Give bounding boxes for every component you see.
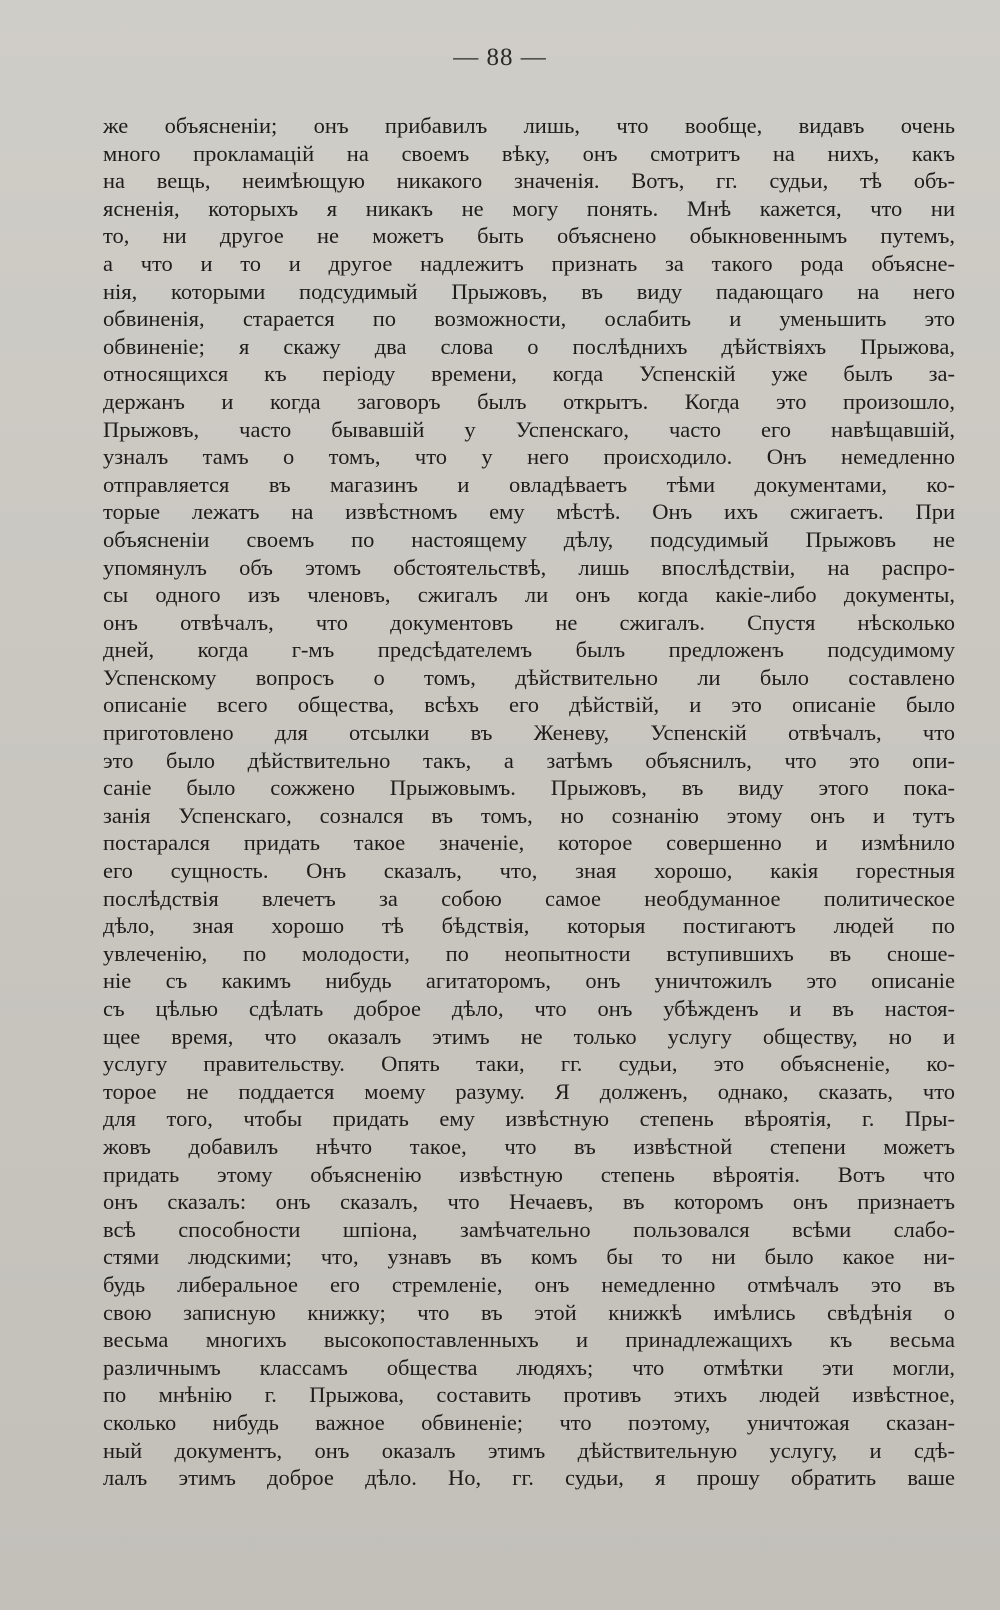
body-text [103, 112, 955, 1492]
text-line: упомянулъ объ этомъ обстоятельствѣ, лишь впослѣдствіи, на распро- [103, 554, 955, 580]
text-line: торые лежатъ на извѣстномъ ему мѣстѣ. Онъ ихъ сжигаетъ. При [103, 499, 955, 525]
page-number: — 88 — [453, 44, 547, 71]
text-line: Успенскому вопросъ о томъ, дѣйствительно ли было составлено [103, 664, 955, 690]
text-line: то, ни другое не можетъ быть объяснено обыкновеннымъ путемъ, [103, 223, 955, 249]
text-line: онъ отвѣчалъ, что документовъ не сжигалъ. Спустя нѣсколько [103, 609, 955, 635]
text-line: ясненія, которыхъ я никакъ не могу понять. Мнѣ кажется, что ни [103, 195, 955, 221]
text-line: съ цѣлью сдѣлать доброе дѣло, что онъ убѣжденъ и въ настоя- [103, 996, 955, 1021]
text-line: различнымъ классамъ общества людяхъ; что отмѣтки эти могли, [103, 1354, 955, 1380]
text-line: приготовлено для отсылки въ Женеву, Успенскій отвѣчалъ, что [103, 720, 955, 746]
text-line: ный документъ, онъ оказалъ этимъ дѣйствительную услугу, и сдѣ- [103, 1437, 955, 1463]
text-line: его сущность. Онъ сказалъ, что, зная хорошо, какія горестныя [103, 858, 955, 884]
text-line: щее время, что оказалъ этимъ не только услугу обществу, но и [103, 1023, 955, 1049]
text-line: послѣдствія влечетъ за собою самое необдуманное политическое [103, 885, 955, 911]
text-line: весьма многихъ высокопоставленныхъ и принадлежащихъ къ весьма [103, 1327, 955, 1353]
text-line: обвиненія, старается по возможности, ослабить и уменьшить это [103, 306, 955, 332]
text-line: придать этому объясненію извѣстную степень вѣроятія. Вотъ что [103, 1161, 955, 1187]
text-line: ніе съ какимъ нибудь агитаторомъ, онъ уничтожилъ это описаніе [103, 968, 955, 994]
text-line: же объясненіи; онъ прибавилъ лишь, что вообще, видавъ очень [103, 113, 955, 138]
text-line: по мнѣнію г. Прыжова, составить противъ этихъ людей извѣстное, [103, 1382, 955, 1408]
text-line: обвиненіе; я скажу два слова о послѣднихъ дѣйствіяхъ Прыжова, [103, 333, 955, 359]
text-line: а что и то и другое надлежитъ признать за такого рода объясне- [103, 250, 955, 276]
text-line: относящихся къ періоду времени, когда Успенскій уже былъ за- [103, 361, 955, 387]
text-line: лалъ этимъ доброе дѣло. Но, гг. судьи, я прошу обратить ваше [103, 1465, 955, 1491]
text-line: дѣло, зная хорошо тѣ бѣдствія, которыя постигаютъ людей по [103, 913, 955, 939]
text-line: для того, чтобы придать ему извѣстную степень вѣроятія, г. Пры- [103, 1106, 955, 1132]
text-line: на вещь, неимѣющую никакого значенія. Вотъ, гг. судьи, тѣ объ- [103, 168, 955, 194]
text-line: много прокламацій на своемъ вѣку, онъ смотритъ на нихъ, какъ [103, 140, 955, 166]
text-line: держанъ и когда заговоръ былъ открытъ. Когда это произошло, [103, 388, 955, 414]
text-line: дней, когда г-мъ предсѣдателемъ былъ предложенъ подсудимому [103, 637, 955, 663]
text-line: объясненіи своемъ по настоящему дѣлу, подсудимый Прыжовъ не [103, 526, 955, 552]
text-line: узналъ тамъ о томъ, что у него происходило. Онъ немедленно [103, 444, 955, 470]
text-line: отправляется въ магазинъ и овладѣваетъ тѣми документами, ко- [103, 471, 955, 497]
text-line: услугу правительству. Опять таки, гг. судьи, это объясненіе, ко- [103, 1051, 955, 1077]
text-line: это было дѣйствительно такъ, а затѣмъ объяснилъ, что это опи- [103, 747, 955, 773]
text-line: стями людскими; что, узнавъ въ комъ бы то ни было какое ни- [103, 1244, 955, 1270]
text-line: нія, которыми подсудимый Прыжовъ, въ виду падающаго на него [103, 278, 955, 304]
text-line: постарался придать такое значеніе, которое совершенно и измѣнило [103, 830, 955, 856]
text-line: всѣ способности шпіона, замѣчательно пользовался всѣми слабо- [103, 1216, 955, 1242]
text-line: Прыжовъ, часто бывавшій у Успенскаго, часто его навѣщавшій, [103, 416, 955, 442]
text-line: онъ сказалъ: онъ сказалъ, что Нечаевъ, въ которомъ онъ признаетъ [103, 1189, 955, 1215]
text-line: будь либеральное его стремленіе, онъ немедленно отмѣчалъ это въ [103, 1271, 955, 1297]
text-line: сколько нибудь важное обвиненіе; что поэтому, уничтожая сказан- [103, 1409, 955, 1435]
text-line: описаніе всего общества, всѣхъ его дѣйствій, и это описаніе было [103, 692, 955, 718]
text-line: занія Успенскаго, сознался въ томъ, но сознанію этому онъ и тутъ [103, 802, 955, 828]
text-line: жовъ добавилъ нѣчто такое, что въ извѣстной степени можетъ [103, 1133, 955, 1159]
text-line: свою записную книжку; что въ этой книжкѣ имѣлись свѣдѣнія о [103, 1299, 955, 1325]
text-line: увлеченію, по молодости, по неопытности вступившихъ въ сноше- [103, 940, 955, 966]
text-line: торое не поддается моему разуму. Я долженъ, однако, сказать, что [103, 1078, 955, 1104]
text-line: саніе было сожжено Прыжовымъ. Прыжовъ, въ виду этого пока- [103, 775, 955, 801]
text-line: сы одного изъ членовъ, сжигалъ ли онъ когда какіе-либо документы, [103, 582, 955, 608]
